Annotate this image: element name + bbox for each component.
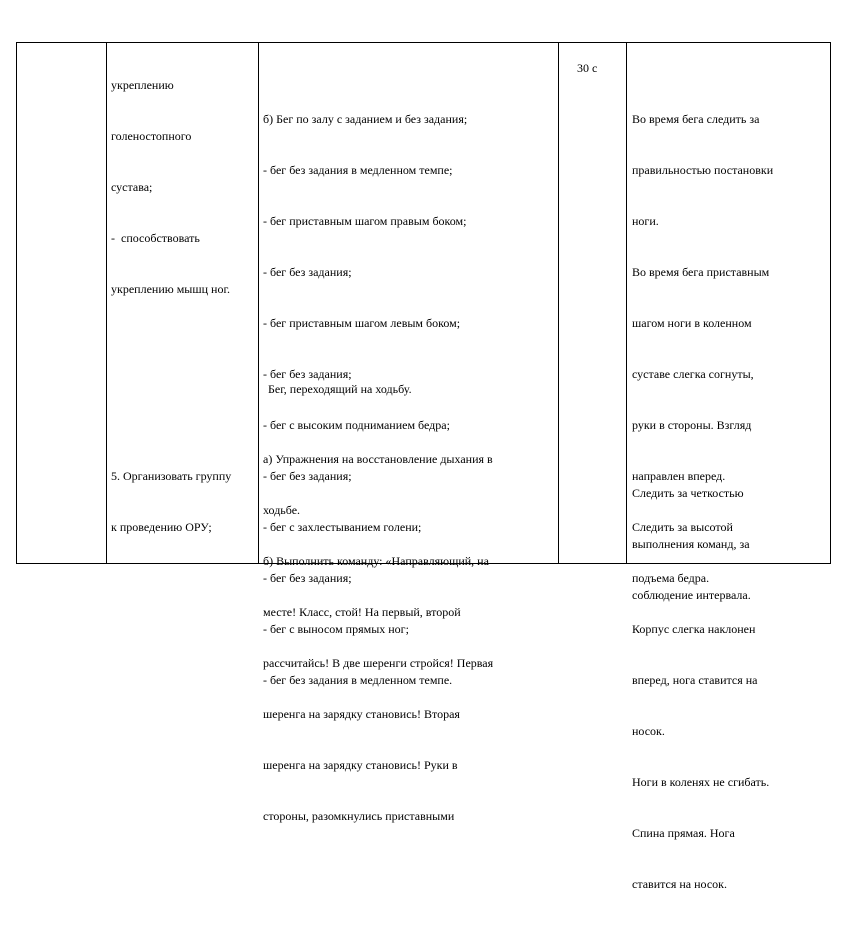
command-notes-text <box>632 451 751 638</box>
note-line: соблюдение интервала. <box>632 588 751 602</box>
note-line: ноги. <box>632 214 659 228</box>
run-line: - бег приставным шагом правым боком; <box>263 214 467 228</box>
walk-line: б) Выполнить команду: «Направляющий, на <box>263 554 489 568</box>
note-line: суставе слегка согнуты, <box>632 367 754 381</box>
note-line: направлен вперед. <box>632 469 726 483</box>
walk-line: стороны, разомкнулись приставными <box>263 809 455 823</box>
run-line: - бег без задания; <box>263 265 352 279</box>
run-line: - бег с высоким подниманием бедра; <box>263 418 450 432</box>
note-line: носок. <box>632 724 665 738</box>
note-line: шагом ноги в коленном <box>632 316 752 330</box>
walk-line: месте! Класс, стой! На первый, второй <box>263 605 461 619</box>
column-divider-4 <box>626 43 627 563</box>
note-line: Следить за высотой <box>632 520 733 534</box>
run-line: - бег с захлестыванием голени; <box>263 520 422 534</box>
run-line: - бег без задания в медленном темпе. <box>263 673 453 687</box>
task5-line: 5. Организовать группу <box>111 469 232 483</box>
note-line: Корпус слегка наклонен <box>632 622 756 636</box>
note-line: руки в стороны. Взгляд <box>632 418 752 432</box>
note-line: Ноги в коленях не сгибать. <box>632 775 770 789</box>
run-line: - бег без задания; <box>263 367 352 381</box>
note-line: Спина прямая. Нога <box>632 826 735 840</box>
walk-line: а) Упражнения на восстановление дыхания в <box>263 452 493 466</box>
note-line: ставится на носок. <box>632 877 727 891</box>
walk-line: рассчитайсь! В две шеренги стройся! Первая <box>263 656 494 670</box>
walk-line: ходьбе. <box>263 503 301 517</box>
note-line: правильностью постановки <box>632 163 774 177</box>
goal-line: голеностопного <box>111 129 192 143</box>
column-divider-3 <box>558 43 559 563</box>
note-line: выполнения команд, за <box>632 537 750 551</box>
run-line: - бег без задания; <box>263 469 352 483</box>
note-line: Во время бега приставным <box>632 265 770 279</box>
run-line: - бег без задания в медленном темпе; <box>263 163 453 177</box>
column-divider-1 <box>106 43 107 563</box>
note-line: Во время бега следить за <box>632 112 760 126</box>
task5-line: к проведению ОРУ; <box>111 520 212 534</box>
run-line: - бег приставным шагом левым боком; <box>263 316 461 330</box>
goal-line: сустава; <box>111 180 153 194</box>
goal-line: укреплению мышц ног. <box>111 282 231 296</box>
goal-line: - способствовать <box>111 231 200 245</box>
task5-text <box>111 434 231 570</box>
column-divider-2 <box>258 43 259 563</box>
walk-line: шеренга на зарядку становись! Вторая <box>263 707 460 721</box>
note-line: вперед, нога ставится на <box>632 673 758 687</box>
run-line: - бег без задания; <box>263 571 352 585</box>
goals-top-text <box>111 43 230 332</box>
transition-text: Бег, переходящий на ходьбу. <box>268 382 412 396</box>
note-line: подъема бедра. <box>632 571 710 585</box>
run-line: б) Бег по залу с заданием и без задания; <box>263 112 468 126</box>
walk-line: шеренга на зарядку становись! Руки в <box>263 758 458 772</box>
run-line: - бег с выносом прямых ног; <box>263 622 409 636</box>
walk-exercises-text <box>263 417 493 859</box>
goal-line: укреплению <box>111 78 174 92</box>
note-line: Следить за четкостью <box>632 486 744 500</box>
dosage-time: 30 с <box>577 61 598 75</box>
